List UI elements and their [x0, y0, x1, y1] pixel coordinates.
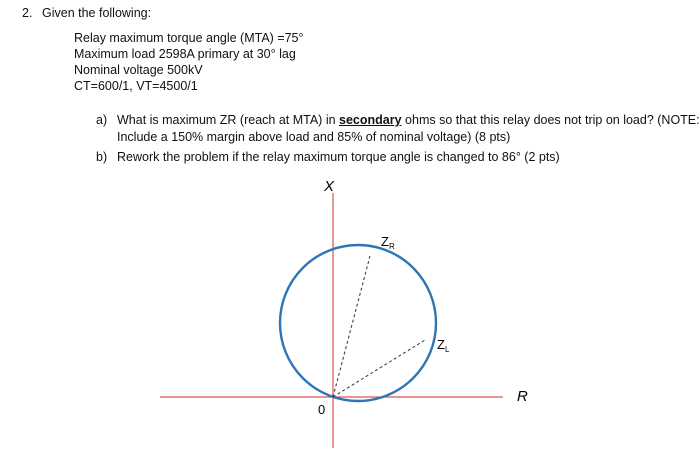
question-intro: Given the following:: [42, 6, 152, 20]
zl-label-subscript: L: [444, 345, 450, 354]
part-b-text: Rework the problem if the relay maximum torque angle is changed to 86° (2 pts): [117, 150, 560, 164]
part-a-post: ohms so that this relay does not trip on load? (NOTE:: [401, 113, 700, 127]
given-max-load: Maximum load 2598A primary at 30° lag: [74, 47, 296, 61]
part-a-text-line2: Include a 150% margin above load and 85% of nominal voltage) (8 pts): [117, 130, 511, 144]
given-mta: Relay maximum torque angle (MTA) =75°: [74, 31, 304, 45]
zl-label-main: Z: [437, 337, 445, 352]
mho-characteristic-circle: [280, 245, 436, 401]
zr-reach-dashed-line: [333, 256, 370, 397]
part-a-pre: What is maximum ZR (reach at MTA) in: [117, 113, 340, 127]
part-a-marker: a): [96, 113, 108, 127]
zr-label-main: Z: [381, 234, 389, 249]
part-b-marker: b): [96, 150, 108, 164]
zl-label: [437, 337, 450, 354]
zr-label: [381, 234, 395, 251]
given-nominal-voltage: Nominal voltage 500kV: [74, 63, 203, 77]
question-number: 2.: [22, 6, 33, 20]
part-a-emphasis-secondary: secondary: [339, 113, 402, 127]
zr-label-subscript: R: [388, 242, 395, 251]
origin-label: 0: [318, 402, 326, 417]
given-ct-vt-ratios: CT=600/1, VT=4500/1: [74, 79, 198, 93]
x-axis-label: X: [324, 178, 335, 195]
r-axis-label: R: [517, 388, 528, 405]
zl-load-dashed-line: [333, 340, 425, 397]
